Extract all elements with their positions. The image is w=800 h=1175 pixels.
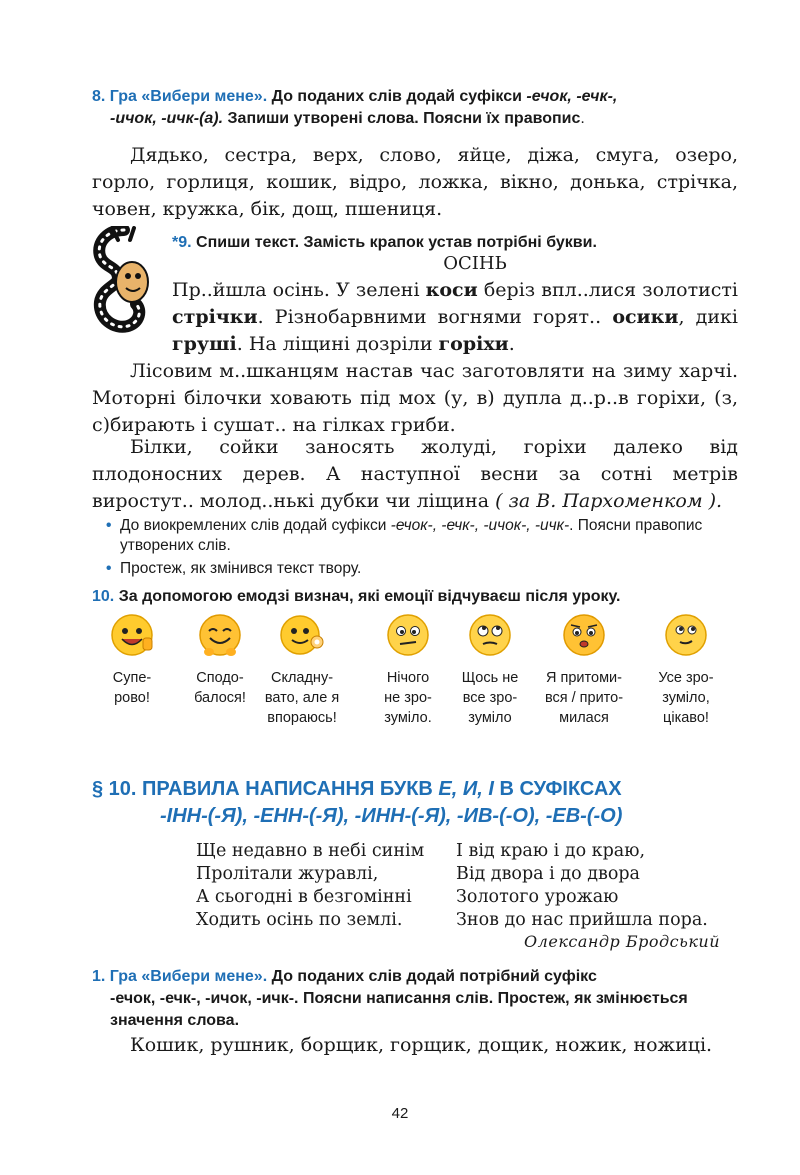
ok-hand-smiley-icon	[279, 612, 325, 658]
task1-number: 1.	[92, 968, 106, 985]
task1-game: Гра «Вибери мене».	[109, 968, 268, 985]
emoji-item[interactable]	[646, 612, 726, 728]
bullet1-suffixes: -ечок-, -ечк-, -ичок-, -ичк-	[390, 517, 570, 534]
poem-line: Пролітали журавлі,	[196, 864, 379, 884]
emoji-caption: все зро-	[462, 690, 518, 706]
task8-number: 8.	[92, 88, 106, 105]
task9-paragraph-3	[92, 434, 738, 515]
task9-instruction	[172, 232, 720, 254]
emoji-item[interactable]	[544, 612, 624, 728]
section-subtitle: -ІНН-(-Я), -ЕНН-(-Я), -ИНН-(-Я), -ИВ-(-О), -ЕВ-(-О)	[160, 805, 623, 827]
task9-instruction-text: Спиши текст. Замість крапок устав потрібні букви.	[196, 234, 597, 251]
tired-smiley-icon	[561, 612, 607, 658]
poem-line: І від краю і до краю,	[456, 841, 646, 861]
emoji-caption: не зро-	[384, 690, 432, 706]
bullet-item: • Простеж, як змінився текст твору.	[104, 559, 744, 579]
task8-period: .	[580, 110, 585, 127]
bullet1-text-b: . Поясни правопис утворених слів.	[120, 517, 703, 554]
text-run: Пр..йшла осінь. У зелені	[172, 279, 426, 301]
squirrel-icon	[88, 226, 160, 336]
text-run: . На ліщині дозріли	[236, 333, 439, 355]
poem-author: Олександр Бродський	[524, 932, 720, 951]
text-run: беріз впл..лися золотисті	[477, 279, 738, 301]
highlighted-word: осики	[612, 306, 679, 328]
task9-paragraph-3-text: Білки, сойки заносять жолуді, горіхи далеко від плодоносних дерев. А наступної весни за сотні метрів виростут.. молод..нькі дубки чи ліщина	[92, 436, 738, 512]
bullet-item	[104, 516, 744, 556]
emoji-caption: зуміло,	[662, 690, 710, 706]
poem-line: Знов до нас прийшла пора.	[456, 910, 708, 930]
text-run: .	[508, 333, 515, 355]
task1-instruction	[92, 966, 720, 1032]
task1-text2: -ечок, -ечк-, -ичок, -ичк-. Поясни написання слів. Простеж, як змінюється значення слова.	[110, 990, 688, 1029]
happy-smiley-icon	[197, 612, 243, 658]
emoji-caption: Супе-	[112, 670, 152, 686]
emoji-caption: вся / прито-	[544, 690, 624, 706]
emoji-caption: рово!	[114, 690, 150, 706]
emoji-caption: Складну-	[270, 670, 334, 686]
task9-paragraph-2: Лісовим м..шканцям настав час заготовляти на зиму харчі. Моторні білочки ховають під мох (у, в) дупла д..р..в горіхи, (з, с)бирають і сушат.. на гілках гриби.	[92, 360, 738, 436]
emoji-caption: Щось не	[461, 670, 519, 686]
highlighted-word: стрічки	[172, 306, 258, 328]
emoji-caption: балося!	[194, 690, 246, 706]
emoji-item[interactable]	[262, 612, 342, 728]
task8-suffixes2: -ичок, -ичк-(а).	[110, 110, 224, 127]
poem-line: Від двора і до двора	[456, 864, 640, 884]
task8-text1: До поданих слів додай суфікси	[271, 88, 522, 105]
task1-word-list: Кошик, рушник, борщик, горщик, дощик, ножик, ножиці.	[130, 1034, 713, 1056]
emoji-caption: Нічого	[386, 670, 430, 686]
emoji-caption: Усе зро-	[658, 670, 714, 686]
task9-paragraph-1	[172, 277, 738, 358]
task8-instruction	[92, 86, 720, 130]
emoji-row	[92, 612, 732, 727]
poem-right-column	[456, 840, 708, 932]
task9-bullets	[104, 516, 744, 582]
confused-smiley-icon	[385, 612, 431, 658]
task8-text2: Запиши утворені слова. Поясни їх правопис	[227, 110, 581, 127]
emoji-item[interactable]	[180, 612, 260, 708]
thinking-smiley-icon	[663, 612, 709, 658]
task8-game: Гра «Вибери мене».	[109, 88, 268, 105]
emoji-item[interactable]	[92, 612, 172, 708]
emoji-item[interactable]	[368, 612, 448, 728]
text-run: , дикі	[678, 306, 738, 328]
poem-line: Золотого урожаю	[456, 887, 619, 907]
poem-line: Ходить осінь по землі.	[196, 910, 403, 930]
highlighted-word: коси	[425, 279, 478, 301]
emoji-caption: зуміло	[468, 710, 512, 726]
text-title: ОСІНЬ	[443, 253, 507, 274]
task1-text1: До поданих слів додай потрібний суфікс	[271, 968, 597, 985]
poem-line: Ще недавно в небі синім	[196, 841, 425, 861]
emoji-caption: Я притоми-	[546, 670, 622, 686]
section-title-a: § 10. ПРАВИЛА НАПИСАННЯ БУКВ	[92, 778, 439, 800]
section-title-b: В СУФІКСАХ	[493, 778, 622, 800]
emoji-item[interactable]	[450, 612, 530, 728]
emoji-caption: цікаво!	[663, 710, 709, 726]
emoji-caption: впораюсь!	[267, 710, 337, 726]
emoji-caption: Сподо-	[196, 670, 244, 686]
task10-instruction	[92, 586, 720, 608]
thumbs-up-smiley-icon	[109, 612, 155, 658]
poem-line: А сьогодні в безгомінні	[196, 887, 412, 907]
section-title-letters: Е, И, І	[438, 778, 494, 800]
poem-left-column	[196, 840, 424, 932]
task8-word-list: Дядько, сестра, верх, слово, яйце, діжа, смуга, озеро, горло, горлиця, кошик, відро, ложка, вікно, донька, стрічка, човен, кружка, бік, дощ, пшениця.	[92, 144, 738, 220]
highlighted-word: горіхи	[438, 333, 509, 355]
emoji-caption: зуміло.	[384, 710, 432, 726]
page-number: 42	[391, 1105, 409, 1122]
text-run: . Різнобарвними вогнями горят..	[257, 306, 613, 328]
emoji-caption: милася	[559, 710, 609, 726]
task8-suffixes: -ечок, -ечк-,	[526, 88, 618, 105]
task9-number: *9.	[172, 234, 192, 251]
task10-number: 10.	[92, 588, 115, 605]
task10-text: За допомогою емодзі визнач, які емоції відчуваєш після уроку.	[118, 588, 621, 605]
section-title	[92, 776, 732, 802]
rolling-eyes-smiley-icon	[467, 612, 513, 658]
emoji-caption: вато, але я	[264, 690, 340, 706]
text-source: ( за В. Пархоменком ).	[495, 490, 723, 512]
bullet1-text-a: До виокремлених слів додай суфікси	[120, 517, 391, 534]
highlighted-word: груші	[172, 333, 237, 355]
